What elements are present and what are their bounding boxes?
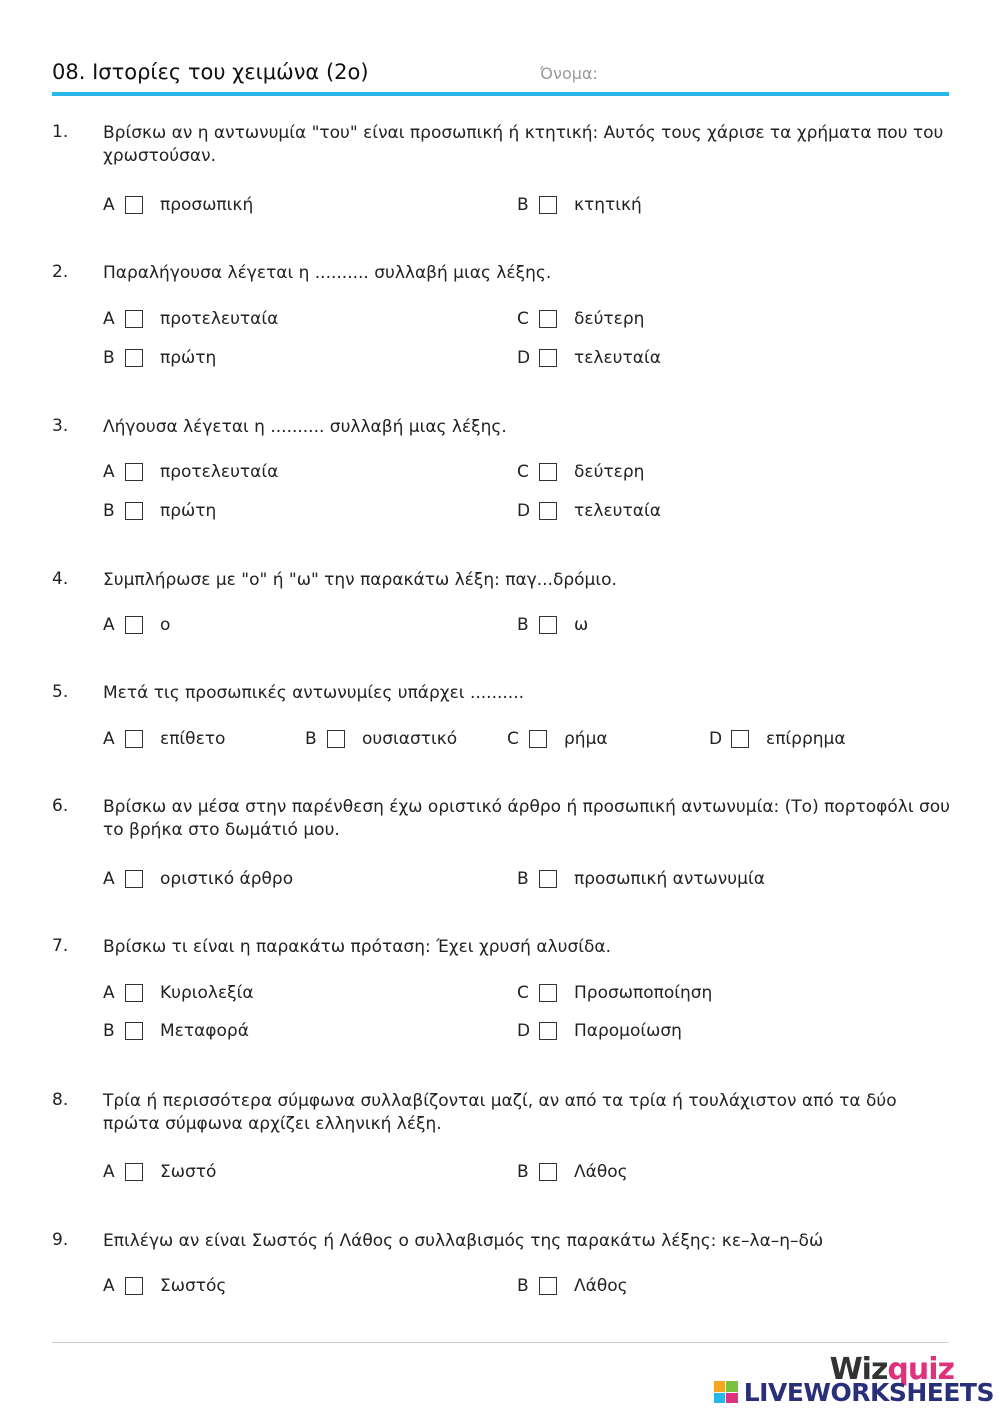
option-q3-a[interactable]	[103, 460, 278, 484]
checkbox[interactable]	[731, 730, 749, 748]
option-q7-d[interactable]	[517, 1019, 682, 1043]
option-q1-b[interactable]	[517, 193, 642, 217]
option-q2-d[interactable]	[517, 346, 661, 370]
option-q1-a[interactable]	[103, 193, 253, 217]
checkbox[interactable]	[539, 196, 557, 214]
option-q7-a[interactable]	[103, 981, 254, 1005]
question-number: 8.	[52, 1090, 69, 1110]
option-letter: A	[103, 462, 115, 482]
question-text: Βρίσκω τι είναι η παρακάτω πρόταση: Έχει χρυσή αλυσίδα.	[103, 937, 611, 957]
option-letter: D	[517, 348, 531, 368]
question-number: 4.	[52, 569, 69, 589]
option-letter: D	[709, 729, 723, 749]
question-number: 3.	[52, 416, 69, 436]
option-letter: B	[517, 1162, 529, 1182]
checkbox[interactable]	[539, 1277, 557, 1295]
checkbox[interactable]	[125, 349, 143, 367]
option-label: δεύτερη	[574, 462, 645, 482]
option-q2-a[interactable]	[103, 307, 278, 331]
option-q9-a[interactable]	[103, 1274, 226, 1298]
option-label: Σωστός	[160, 1276, 227, 1296]
question-number: 1.	[52, 122, 69, 142]
option-label: Μεταφορά	[160, 1021, 249, 1041]
option-q5-d[interactable]	[709, 727, 846, 751]
option-q2-b[interactable]	[103, 346, 216, 370]
option-label: ω	[574, 615, 589, 635]
option-q6-b[interactable]	[517, 867, 765, 891]
option-q7-b[interactable]	[103, 1019, 249, 1043]
option-label: πρώτη	[160, 348, 217, 368]
checkbox[interactable]	[125, 310, 143, 328]
option-letter: C	[517, 983, 529, 1003]
option-letter: A	[103, 1162, 115, 1182]
option-label: δεύτερη	[574, 309, 645, 329]
checkbox[interactable]	[125, 730, 143, 748]
option-letter: C	[517, 462, 529, 482]
checkbox[interactable]	[125, 502, 143, 520]
option-label: Σωστό	[160, 1162, 217, 1182]
question-text: Παραλήγουσα λέγεται η .......... συλλαβή μιας λέξης.	[103, 263, 552, 283]
liveworksheets-logo	[694, 1352, 994, 1408]
option-q3-d[interactable]	[517, 499, 661, 523]
checkbox[interactable]	[539, 616, 557, 634]
option-label: κτητική	[574, 195, 642, 215]
option-q5-b[interactable]	[305, 727, 457, 751]
option-letter: A	[103, 195, 115, 215]
brand-text: LIVEWORKSHEETS	[743, 1378, 994, 1407]
worksheet-header	[52, 58, 949, 96]
option-letter: B	[103, 1021, 115, 1041]
checkbox[interactable]	[539, 870, 557, 888]
option-q7-c[interactable]	[517, 981, 712, 1005]
footer-divider	[52, 1342, 949, 1343]
lw-color-blocks-icon	[714, 1381, 738, 1403]
option-letter: C	[517, 309, 529, 329]
option-q8-b[interactable]	[517, 1160, 628, 1184]
question-number: 9.	[52, 1230, 69, 1250]
checkbox[interactable]	[125, 463, 143, 481]
option-label: τελευταία	[574, 348, 661, 368]
question-text: Τρία ή περισσότερα σύμφωνα συλλαβίζονται μαζί, αν από τα τρία ή τουλάχιστον από τα δύο πρώτα σύμφωνα αρχίζει ελληνική λέξη.	[103, 1091, 897, 1134]
question-number: 7.	[52, 936, 69, 956]
option-letter: B	[305, 729, 317, 749]
option-letter: D	[517, 501, 531, 521]
worksheet-title: 08. Ιστορίες του χειμώνα (2ο)	[52, 60, 369, 84]
option-label: προτελευταία	[160, 309, 279, 329]
option-letter: B	[517, 195, 529, 215]
option-letter: A	[103, 729, 115, 749]
checkbox[interactable]	[125, 1277, 143, 1295]
option-label: Λάθος	[574, 1162, 628, 1182]
checkbox[interactable]	[529, 730, 547, 748]
checkbox[interactable]	[539, 984, 557, 1002]
option-q5-a[interactable]	[103, 727, 225, 751]
question-text: Βρίσκω αν μέσα στην παρένθεση έχω οριστικό άρθρο ή προσωπική αντωνυμία: (Το) πορτοφόλι σου το βρήκα στο δωμάτιό μου.	[103, 797, 951, 840]
checkbox[interactable]	[539, 349, 557, 367]
checkbox[interactable]	[125, 1022, 143, 1040]
option-letter: A	[103, 309, 115, 329]
checkbox[interactable]	[539, 1163, 557, 1181]
checkbox[interactable]	[125, 870, 143, 888]
option-label: Κυριολεξία	[160, 983, 254, 1003]
option-label: τελευταία	[574, 501, 661, 521]
checkbox[interactable]	[539, 1022, 557, 1040]
checkbox[interactable]	[125, 1163, 143, 1181]
option-letter: A	[103, 615, 115, 635]
option-q3-c[interactable]	[517, 460, 644, 484]
wiz-text: Wiz	[829, 1352, 888, 1387]
option-letter: B	[517, 615, 529, 635]
checkbox[interactable]	[125, 984, 143, 1002]
question-text: Συμπλήρωσε με "ο" ή "ω" την παρακάτω λέξη: παγ...δρόμιο.	[103, 570, 617, 590]
option-letter: B	[103, 348, 115, 368]
question-number: 6.	[52, 796, 69, 816]
option-label: προσωπική αντωνυμία	[574, 869, 765, 889]
question-number: 5.	[52, 682, 69, 702]
question-text: Επιλέγω αν είναι Σωστός ή Λάθος ο συλλαβισμός της παρακάτω λέξης: κε–λα–η–δώ	[103, 1231, 824, 1251]
option-label: ουσιαστικό	[362, 729, 458, 749]
option-q4-b[interactable]	[517, 613, 588, 637]
option-letter: A	[103, 1276, 115, 1296]
question-text: Βρίσκω αν η αντωνυμία "του" είναι προσωπική ή κτητική: Αυτός τους χάρισε τα χρήματα που του χρωστούσαν.	[103, 123, 944, 166]
option-label: επίθετο	[160, 729, 226, 749]
option-label: Παρομοίωση	[574, 1021, 682, 1041]
checkbox[interactable]	[539, 310, 557, 328]
question-number: 2.	[52, 262, 69, 282]
option-q6-a[interactable]	[103, 867, 293, 891]
option-label: επίρρημα	[766, 729, 846, 749]
option-label: Λάθος	[574, 1276, 628, 1296]
option-letter: A	[103, 869, 115, 889]
option-q3-b[interactable]	[103, 499, 216, 523]
option-label: πρώτη	[160, 501, 217, 521]
option-q8-a[interactable]	[103, 1160, 216, 1184]
option-label: ρήμα	[564, 729, 608, 749]
option-letter: B	[103, 501, 115, 521]
checkbox[interactable]	[539, 463, 557, 481]
liveworksheets-wordmark	[744, 1378, 994, 1407]
option-q9-b[interactable]	[517, 1274, 628, 1298]
option-letter: C	[507, 729, 519, 749]
option-letter: D	[517, 1021, 531, 1041]
checkbox[interactable]	[327, 730, 345, 748]
option-q2-c[interactable]	[517, 307, 644, 331]
option-letter: A	[103, 983, 115, 1003]
option-label: Προσωποποίηση	[574, 983, 713, 1003]
checkbox[interactable]	[539, 502, 557, 520]
question-text: Λήγουσα λέγεται η .......... συλλαβή μιας λέξης.	[103, 417, 507, 437]
option-q5-c[interactable]	[507, 727, 608, 751]
name-field-label: Όνομα:	[540, 64, 598, 83]
option-label: ο	[160, 615, 171, 635]
option-label: προσωπική	[160, 195, 254, 215]
option-label: οριστικό άρθρο	[160, 869, 294, 889]
option-letter: B	[517, 869, 529, 889]
option-letter: B	[517, 1276, 529, 1296]
option-label: προτελευταία	[160, 462, 279, 482]
question-text: Μετά τις προσωπικές αντωνυμίες υπάρχει ..........	[103, 683, 524, 703]
checkbox[interactable]	[125, 616, 143, 634]
checkbox[interactable]	[125, 196, 143, 214]
option-q4-a[interactable]	[103, 613, 170, 637]
quiz-text: quiz	[887, 1352, 954, 1387]
